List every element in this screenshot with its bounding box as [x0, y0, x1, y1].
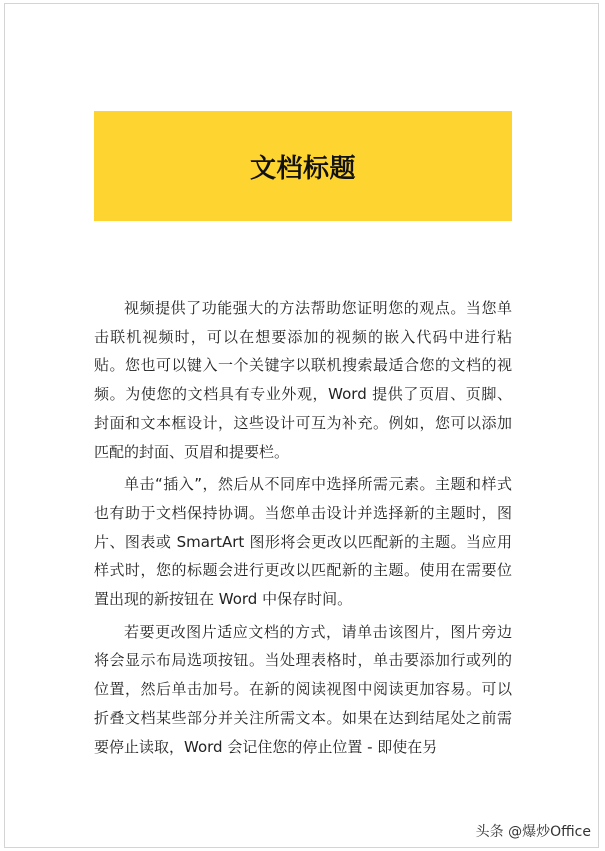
- title-banner: [94, 111, 512, 221]
- paragraph-2[interactable]: 单击“插入”，然后从不同库中选择所需元素。主题和样式也有助于文档保持协调。当您单击设计并选择新的主题时，图片、图表或 SmartArt 图形将会更改以匹配新的主题。当应用样式时，您的标题会进行更改以匹配新的主题。使用在需要位置出现的新按钮在 Word 中保存时间。: [94, 475, 512, 609]
- document-body[interactable]: [94, 294, 512, 765]
- watermark-text: 头条 @爆炒Office: [475, 824, 591, 840]
- paragraph-1[interactable]: 视频提供了功能强大的方法帮助您证明您的观点。当您单击联机视频时，可以在想要添加的视频的嵌入代码中进行粘贴。您也可以键入一个关键字以联机搜索最适合您的文档的视频。为使您的文档具有专业外观，Word 提供了页眉、页脚、封面和文本框设计，这些设计可互为补充。例如，您可以添加匹配的封面、页眉和提要栏。: [94, 299, 512, 461]
- document-page: [4, 3, 599, 848]
- paragraph-3[interactable]: 若要更改图片适应文档的方式，请单击该图片，图片旁边将会显示布局选项按钮。当处理表格时，单击要添加行或列的位置，然后单击加号。在新的阅读视图中阅读更加容易。可以折叠文档某些部分并关注所需文本。如果在达到结尾处之前需要停止读取，Word 会记住您的停止位置 - 即使在另: [94, 622, 512, 756]
- document-title[interactable]: 文档标题: [249, 153, 356, 184]
